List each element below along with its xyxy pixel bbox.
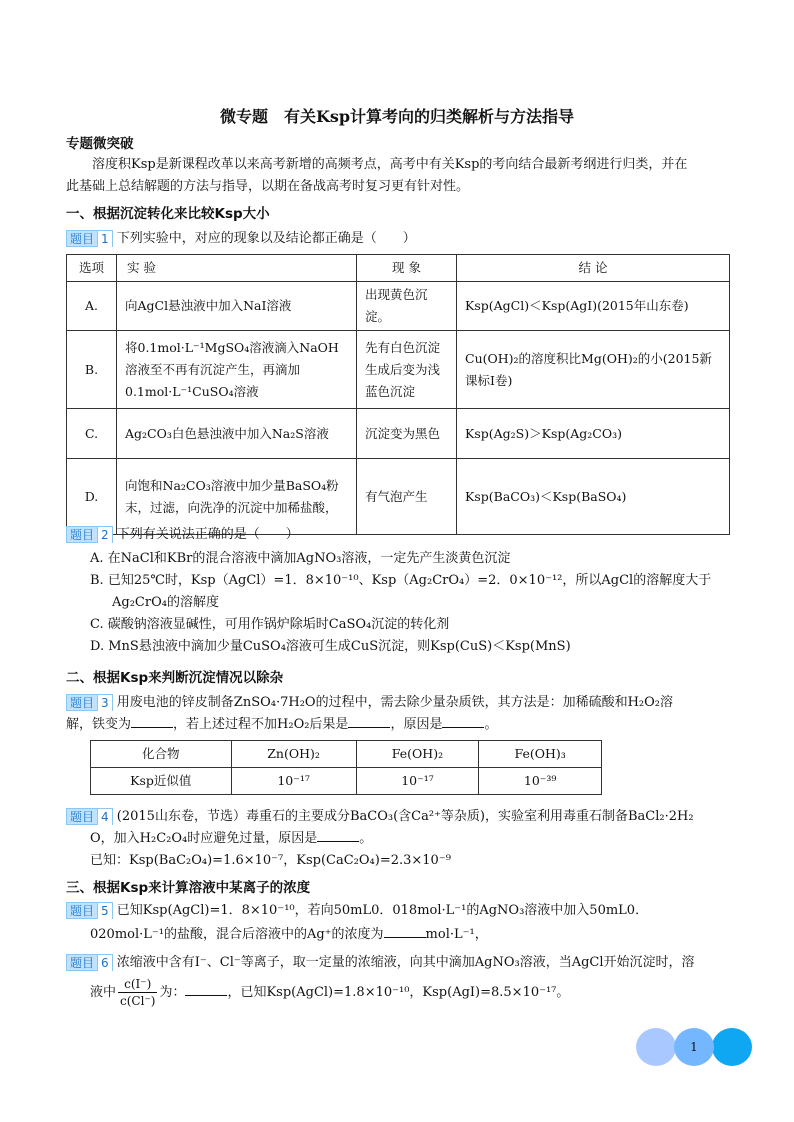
badge-label: 题目	[70, 904, 95, 918]
question-badge	[66, 954, 113, 971]
question-1	[66, 228, 736, 250]
table-header-cell: 结 论	[457, 255, 730, 282]
question-6-text-a: 液中	[90, 985, 117, 1000]
question-3-line2	[66, 714, 736, 736]
intro-paragraph-line1: 溶度积Ksp是新课程改革以来高考新增的高频考点，高考中有关Ksp的考向结合最新考纲进行归类，并在	[92, 157, 688, 172]
answer-blank[interactable]	[185, 982, 227, 996]
badge-number: 4	[97, 809, 112, 825]
table-cell: A.	[67, 282, 117, 331]
question-badge	[66, 694, 113, 711]
badge-number: 3	[97, 695, 112, 711]
question-6-text-c: ，已知Ksp(AgCl)=1.8×10⁻¹⁰，Ksp(AgI)=8.5×10⁻¹⁷。	[227, 985, 570, 1000]
table-cell: 向AgCl悬浊液中加入NaI溶液	[117, 282, 357, 331]
table-cell: 10⁻¹⁷	[231, 768, 356, 795]
table-header-row	[67, 255, 730, 282]
concentration-fraction	[118, 976, 157, 1009]
question-2-text: 下列有关说法正确的是（ ）	[116, 527, 299, 542]
question-badge	[66, 902, 113, 919]
table-header-cell: Fe(OH)₃	[479, 741, 602, 768]
table-cell: Ag₂CO₃白色悬浊液中加入Na₂S溶液	[117, 409, 357, 459]
question-3-text-b: ，若上述过程不加H₂O₂后果是	[173, 717, 349, 732]
question-5-text: 已知Ksp(AgCl)=1．8×10⁻¹⁰，若向50mL0．018mol·L⁻¹的AgNO₃溶液中加入50mL0．	[116, 903, 649, 918]
table-cell: Ksp近似值	[91, 768, 232, 795]
answer-blank[interactable]	[348, 714, 390, 728]
badge-label: 题目	[70, 528, 95, 542]
table-header-cell: Fe(OH)₂	[356, 741, 479, 768]
question-3-text: 用废电池的锌皮制备ZnSO₄·7H₂O的过程中，需去除少量杂质铁，其方法是：加稀硫酸和H₂O₂溶	[116, 695, 674, 710]
question-6	[66, 952, 736, 974]
table-cell: 10⁻¹⁷	[356, 768, 479, 795]
table-cell: 先有白色沉淀生成后变为浅蓝色沉淀	[357, 331, 457, 409]
table-cell: D.	[67, 459, 117, 535]
table-row	[67, 331, 730, 409]
table-header-cell: 选项	[67, 255, 117, 282]
answer-blank[interactable]	[131, 714, 173, 728]
table-cell: Ksp(BaCO₃)＜Ksp(BaSO₄)	[457, 459, 730, 535]
decor-circle-left	[636, 1028, 676, 1066]
intro-paragraph-line2: 此基础上总结解题的方法与指导，以期在备战高考时复习更有针对性。	[66, 179, 470, 194]
question-3-text-d: 。	[484, 717, 498, 732]
section-heading-topic: 专题微突破	[66, 136, 134, 152]
question-4-text: (2015山东卷，节选）毒重石的主要成分BaCO₃(含Ca²⁺等杂质)，实验室利用毒重石制备BaCl₂·2H₂	[116, 809, 694, 824]
question-4-text-a: O，加入H₂C₂O₄时应避免过量，原因是	[90, 831, 318, 846]
question-3-text-c: ，原因是	[390, 717, 443, 732]
question-badge	[66, 526, 113, 543]
badge-number: 2	[97, 527, 112, 543]
question-1-text: 下列实验中，对应的现象以及结论都正确是（ ）	[116, 231, 416, 246]
question-4	[66, 806, 736, 828]
table-row	[67, 409, 730, 459]
question-5	[66, 900, 736, 922]
question-6-text-b: 为：	[159, 985, 186, 1000]
question-2-option-d: D. MnS悬浊液中滴加少量CuSO₄溶液可生成CuS沉淀，则Ksp(CuS)＜Ksp(MnS)	[90, 639, 571, 654]
question-4-line2	[90, 828, 760, 850]
table-cell: C.	[67, 409, 117, 459]
question-5-text-a: 020mol·L⁻¹的盐酸，混合后溶液中的Ag⁺的浓度为	[90, 927, 384, 942]
question-5-line2	[90, 924, 760, 946]
answer-blank[interactable]	[317, 828, 359, 842]
badge-label: 题目	[70, 810, 95, 824]
question-4-line3: 已知：Ksp(BaC₂O₄)=1.6×10⁻⁷，Ksp(CaC₂O₄)=2.3×10⁻⁹	[90, 853, 451, 868]
question-2	[66, 524, 736, 546]
section-heading-2: 二、根据Ksp来判断沉淀情况以除杂	[66, 670, 284, 686]
question-2-option-b-cont: Ag₂CrO₄的溶解度	[112, 595, 219, 610]
table-cell: 有气泡产生	[357, 459, 457, 535]
table-question-1	[66, 254, 730, 535]
question-3-text-a: 解，铁变为	[66, 717, 132, 732]
table-header-row	[91, 741, 602, 768]
page-title: 微专题 有关Ksp计算考向的归类解析与方法指导	[219, 107, 575, 126]
table-header-cell: 实 验	[117, 255, 357, 282]
table-row	[91, 768, 602, 795]
section-heading-1: 一、根据沉淀转化来比较Ksp大小	[66, 206, 270, 222]
table-cell: 沉淀变为黑色	[357, 409, 457, 459]
fraction-denominator: c(Cl⁻)	[120, 994, 156, 1008]
table-cell: 将0.1mol·L⁻¹MgSO₄溶液滴入NaOH溶液至不再有沉淀产生，再滴加0.1mol·L⁻¹CuSO₄溶液	[117, 331, 357, 409]
table-cell: Ksp(AgCl)＜Ksp(AgI)(2015年山东卷)	[457, 282, 730, 331]
answer-blank[interactable]	[442, 714, 484, 728]
badge-label: 题目	[70, 232, 95, 246]
question-2-option-c: C. 碳酸钠溶液显碱性，可用作锅炉除垢时CaSO₄沉淀的转化剂	[90, 617, 450, 632]
decor-circle-right	[712, 1028, 752, 1066]
question-badge	[66, 808, 113, 825]
question-6-line2	[90, 976, 760, 1009]
question-2-option-b: B. 已知25℃时，Ksp（AgCl）=1．8×10⁻¹⁰、Ksp（Ag₂CrO₄）=2．0×10⁻¹²，所以AgCl的溶解度大于	[90, 573, 712, 588]
badge-label: 题目	[70, 696, 95, 710]
question-5-text-b: mol·L⁻¹，	[425, 927, 488, 942]
badge-number: 5	[97, 903, 112, 919]
table-ksp-values	[90, 740, 602, 795]
badge-label: 题目	[70, 956, 95, 970]
fraction-numerator: c(I⁻)	[118, 976, 157, 993]
table-cell: Cu(OH)₂的溶度积比Mg(OH)₂的小(2015新课标Ⅰ卷)	[457, 331, 730, 409]
question-4-text-b: 。	[359, 831, 373, 846]
question-3	[66, 692, 736, 714]
page-number-decoration	[636, 1028, 752, 1066]
badge-number: 1	[97, 231, 112, 247]
badge-number: 6	[97, 955, 112, 971]
table-cell: 向饱和Na₂CO₃溶液中加少量BaSO₄粉末，过滤，向洗净的沉淀中加稀盐酸，	[117, 459, 357, 535]
table-cell: B.	[67, 331, 117, 409]
table-cell: 出现黄色沉淀。	[357, 282, 457, 331]
table-header-cell: Zn(OH)₂	[231, 741, 356, 768]
page-number: 1	[674, 1028, 714, 1066]
answer-blank[interactable]	[384, 924, 426, 938]
table-cell: 10⁻³⁹	[479, 768, 602, 795]
table-cell: Ksp(Ag₂S)＞Ksp(Ag₂CO₃)	[457, 409, 730, 459]
table-row	[67, 282, 730, 331]
question-6-text: 浓缩液中含有I⁻、Cl⁻等离子，取一定量的浓缩液，向其中滴加AgNO₃溶液，当AgCl开始沉淀时，溶	[116, 955, 695, 970]
table-header-cell: 现 象	[357, 255, 457, 282]
question-2-option-a: A. 在NaCl和KBr的混合溶液中滴加AgNO₃溶液，一定先产生淡黄色沉淀	[90, 551, 511, 566]
section-heading-3: 三、根据Ksp来计算溶液中某离子的浓度	[66, 880, 311, 896]
question-badge	[66, 230, 113, 247]
table-header-cell: 化合物	[91, 741, 232, 768]
